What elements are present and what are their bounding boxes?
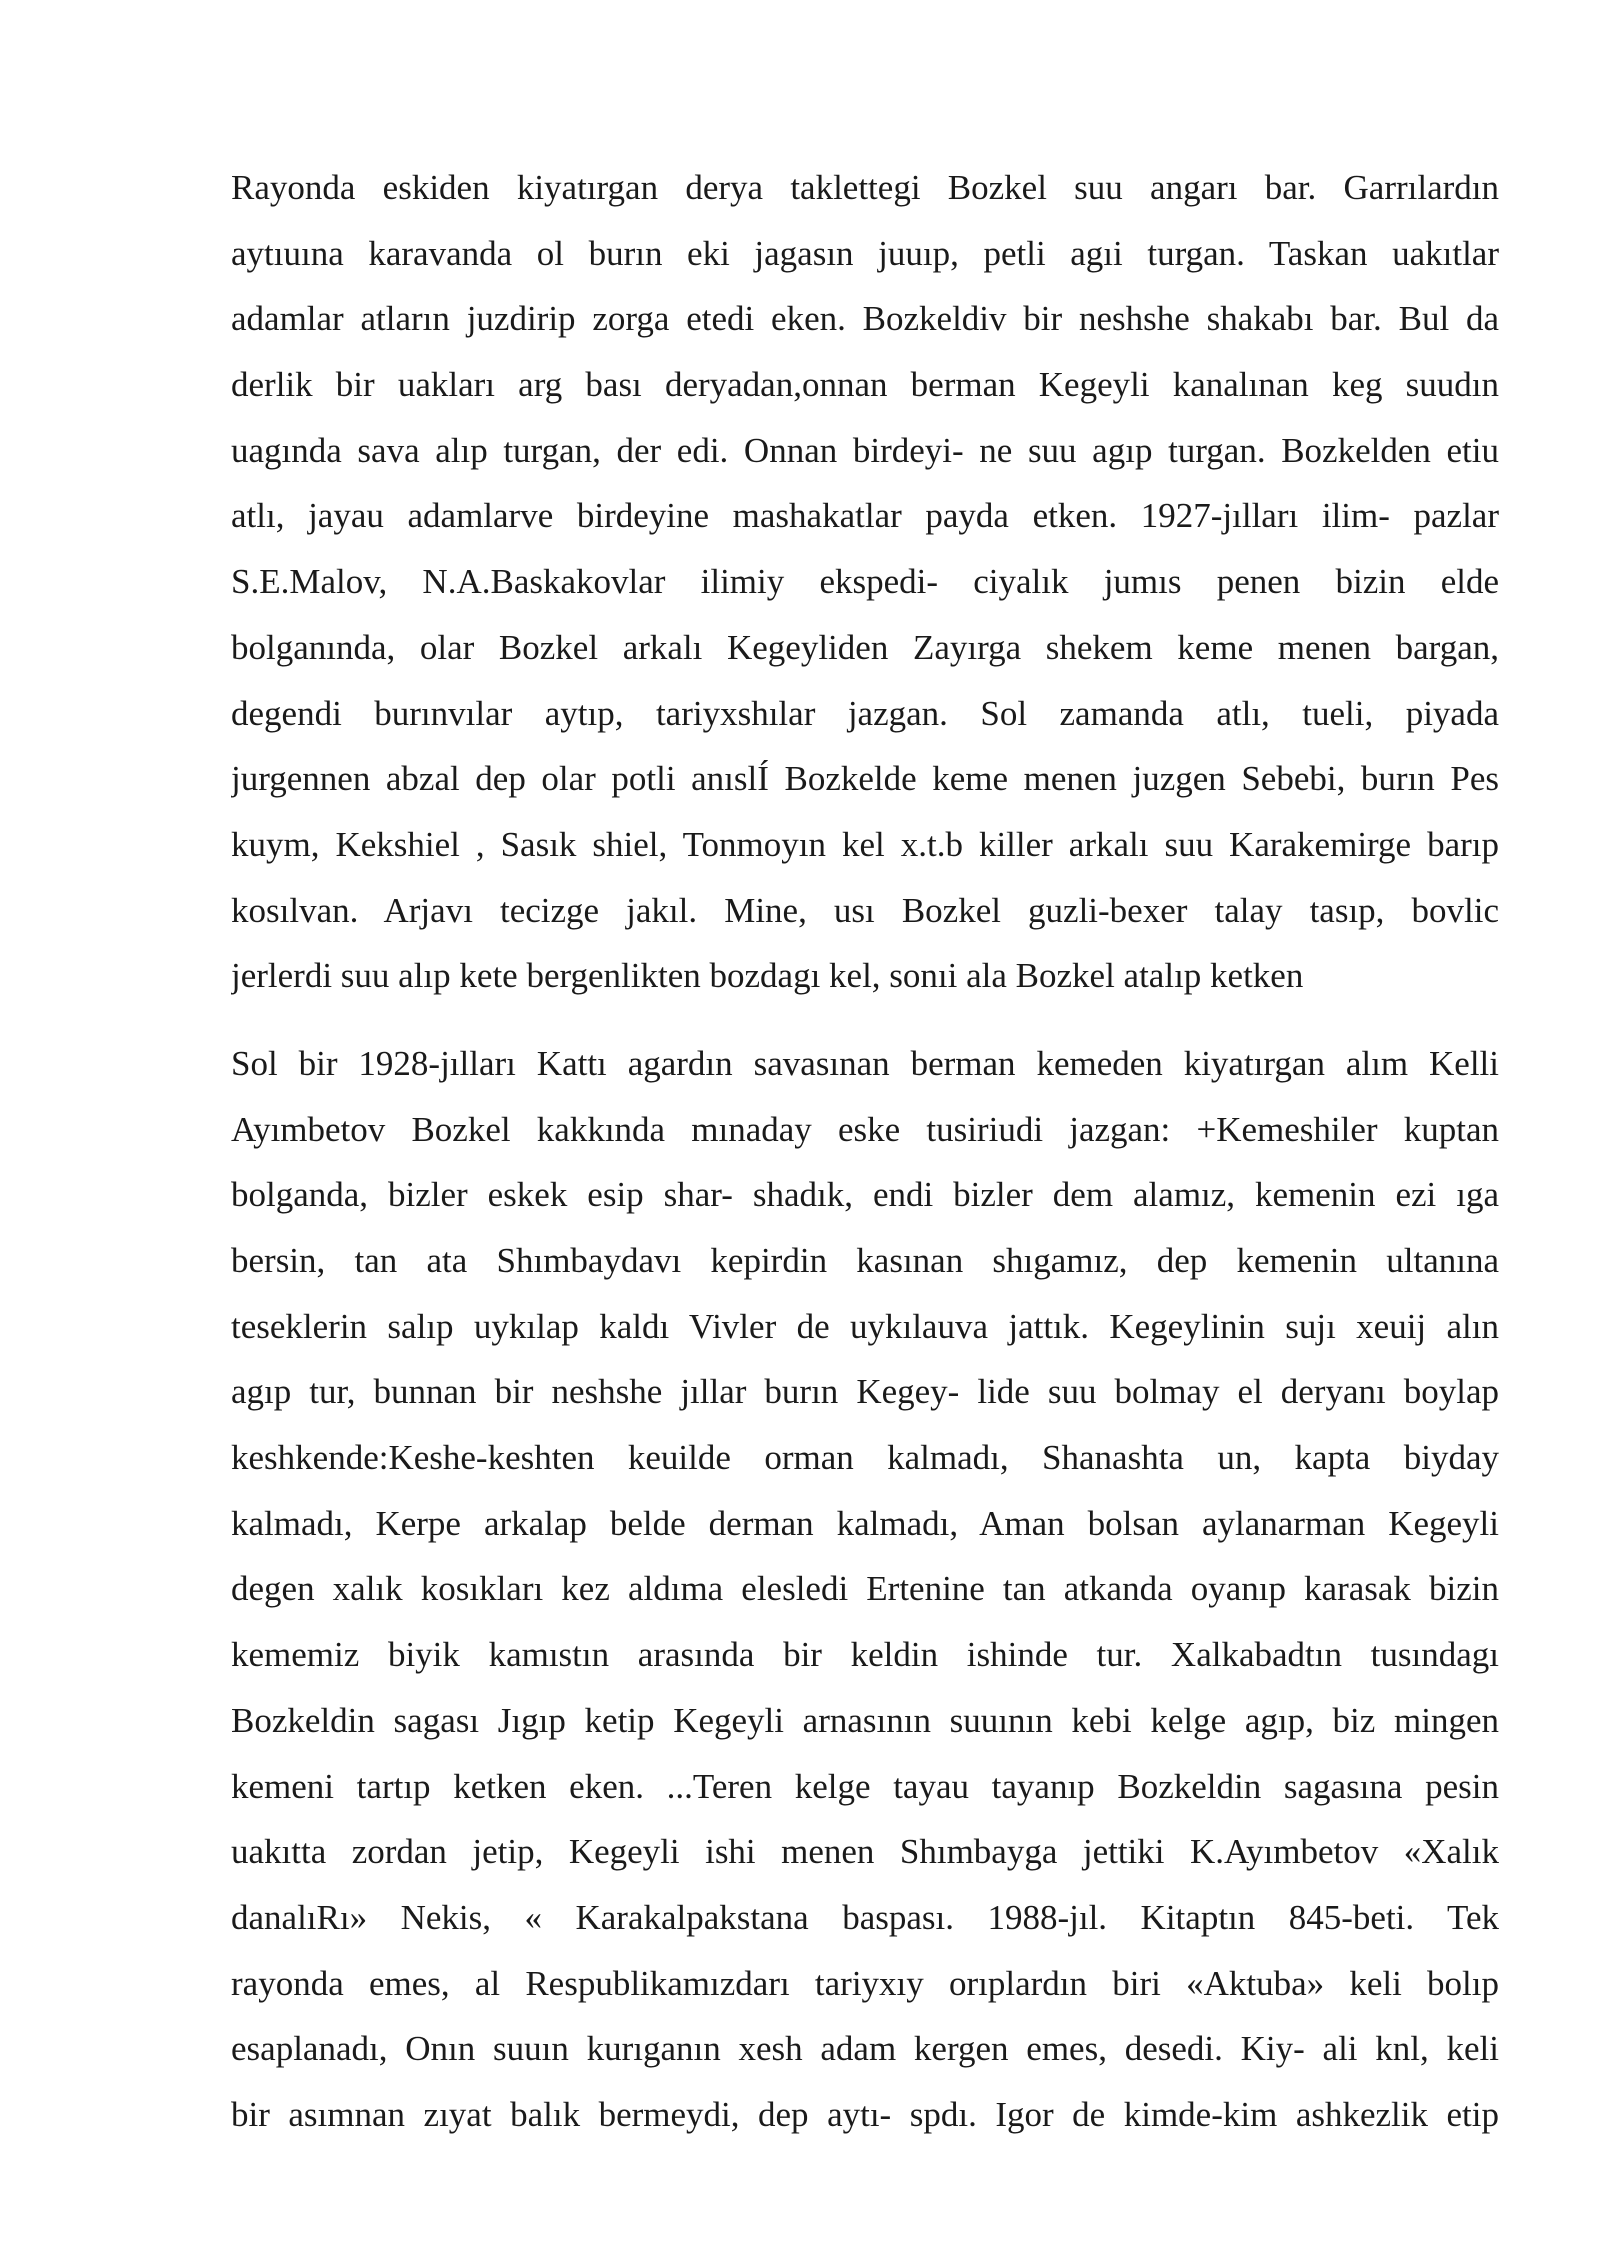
text-line: Ayımbetov Bozkel kakkında mınaday eske tusiriudi jazgan: +Kemeshiler kuptan: [231, 1109, 1499, 1149]
text-line: jerlerdi suu alıp kete bergenlikten bozdagı kel, sonıi ala Bozkel atalıp ketken: [231, 956, 1304, 996]
text-line: adamlar atların juzdirip zorga etedi eken. Bozkeldiv bir neshshe shakabı bar. Bul da: [231, 299, 1499, 339]
paragraph-ayimbetov-memoir: [231, 1031, 1499, 2148]
text-line: uakıtta zordan jetip, Kegeyli ishi menen Shımbayga jettiki K.Ayımbetov «Xalık: [231, 1832, 1499, 1872]
text-line: Rayonda eskiden kiyatırgan derya taklettegi Bozkel suu angarı bar. Garrılardın: [231, 168, 1499, 207]
text-line: bolganında, olar Bozkel arkalı Kegeyliden Zayırga shekem keme menen bargan,: [231, 627, 1499, 667]
text-line: jurgennen abzal dep olar potli anıslÍ Bozkelde keme menen juzgen Sebebi, burın Pes: [231, 759, 1499, 799]
paragraph-bozkel-history: [231, 155, 1499, 1009]
text-line: S.E.Malov, N.A.Baskakovlar ilimiy ekspedi- ciyalık jumıs penen bizin elde: [231, 562, 1499, 602]
text-line: kalmadı, Kerpe arkalap belde derman kalmadı, Aman bolsan aylanarman Kegeyli: [231, 1503, 1499, 1543]
text-line: rayonda emes, al Respublikamızdarı tariyxıy orıplardın biri «Aktuba» keli bolıp: [231, 1963, 1499, 2003]
text-line: degendi burınvılar aytıp, tariyxshılar jazgan. Sol zamanda atlı, tueli, piyada: [231, 693, 1499, 733]
text-line: uagında sava alıp turgan, der edi. Onnan birdeyi- ne suu agıp turgan. Bozkelden etiu: [231, 430, 1499, 470]
text-line: danalıRı» Nekis, « Karakalpakstana baspası. 1988-jıl. Kitaptın 845-beti. Tek: [231, 1897, 1499, 1937]
text-line: Sol bir 1928-jılları Kattı agardın savasınan berman kemeden kiyatırgan alım Kelli: [231, 1043, 1499, 1083]
text-line: bersin, tan ata Shımbaydavı kepirdin kasınan shıgamız, dep kemenin ultanına: [231, 1241, 1499, 1280]
text-line: degen xalık kosıkları kez aldıma elesledi Ertenine tan atkanda oyanıp karasak bizin: [231, 1569, 1499, 1609]
text-line: esaplanadı, Onın suuın kurıganın xesh adam kergen emes, desedi. Kiy- ali knl, keli: [231, 2029, 1499, 2069]
text-line: kosılvan. Arjavı tecizge jakıl. Mine, usı Bozkel guzli-bexer talay tasıp, bovlic: [231, 890, 1499, 930]
text-line: bolganda, bizler eskek esip shar- shadık, endi bizler dem alamız, kemenin ezi ıga: [231, 1175, 1499, 1215]
text-line: bir asımnan zıyat balık bermeydi, dep aytı- spdı. Igor de kimde-kim ashkezlik etip: [231, 2094, 1499, 2134]
text-line: kemeni tartıp ketken eken. ...Teren kelge tayau tayanıp Bozkeldin sagasına pesin: [231, 1766, 1499, 1806]
text-line: derlik bir uakları arg bası deryadan,onnan berman Kegeyli kanalınan keg suudın: [231, 365, 1499, 405]
text-line: keshkende:Keshe-keshten keuilde orman kalmadı, Shanashta un, kapta biyday: [231, 1438, 1499, 1478]
body-text: [231, 155, 1499, 2170]
text-line: teseklerin salıp uykılap kaldı Vivler de uykılauva jattık. Kegeylinin sujı xeuij alın: [231, 1306, 1499, 1346]
text-line: Bozkeldin sagası Jıgıp ketip Kegeyli arnasının suuının kebi kelge agıp, biz mingen: [231, 1700, 1499, 1740]
text-line: agıp tur, bunnan bir neshshe jıllar burın Kegey- lide suu bolmay el deryanı boylap: [231, 1372, 1499, 1412]
text-line: atlı, jayau adamlarve birdeyine mashakatlar payda etken. 1927-jılları ilim- pazlar: [231, 496, 1499, 536]
text-line: kememiz biyik kamıstın arasında bir keldin ishinde tur. Xalkabadtın tusındagı: [231, 1635, 1499, 1675]
text-line: kuym, Kekshiel , Sasık shiel, Tonmoyın kel x.t.b killer arkalı suu Karakemirge barıp: [231, 824, 1499, 864]
text-line: aytıuına karavanda ol burın eki jagasın juuıp, petli agıi turgan. Taskan uakıtlar: [231, 233, 1499, 273]
